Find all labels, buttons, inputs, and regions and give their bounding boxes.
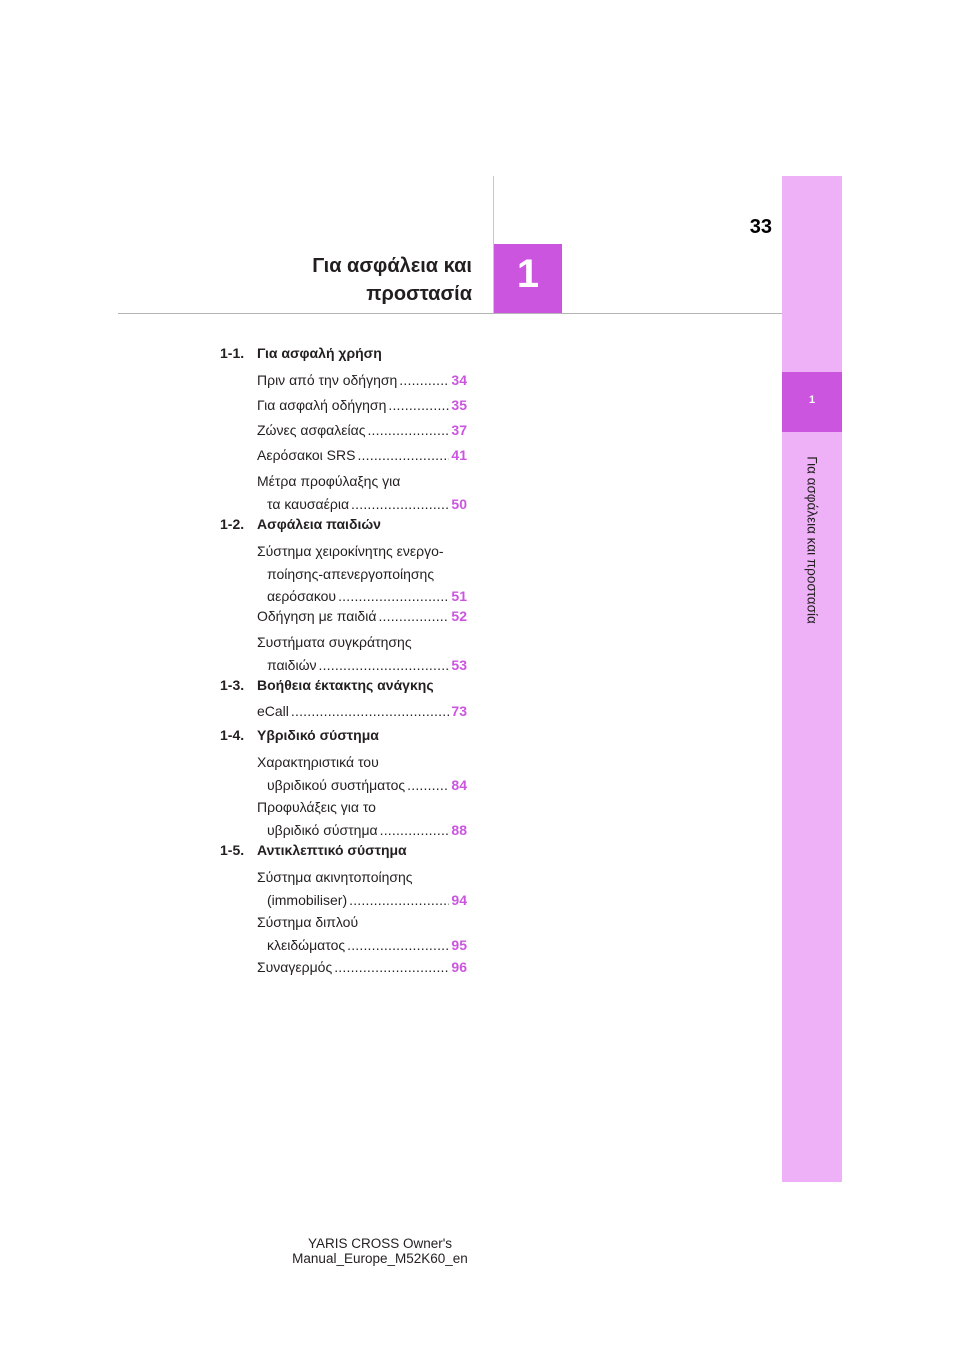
chapter-number: 1 xyxy=(516,252,540,296)
toc-entry-line: ποίησης-απενεργοποίησης xyxy=(267,565,435,582)
toc-entry[interactable] xyxy=(257,394,467,417)
toc-section-title: Υβριδικό σύστημα xyxy=(257,727,379,743)
toc-entry-leader-line xyxy=(257,394,467,417)
toc-entry-page-link[interactable]: 41 xyxy=(451,447,467,463)
toc-section-number: 1-3. xyxy=(220,677,245,693)
page-number: 33 xyxy=(749,216,772,238)
dot-leader xyxy=(388,394,449,417)
toc-entry-leader-line xyxy=(257,700,467,723)
toc-entry-page-link[interactable]: 94 xyxy=(451,891,467,908)
toc-entry-page-link[interactable]: 95 xyxy=(451,936,467,953)
toc-entry-title: τα καυσαέρια xyxy=(267,495,350,512)
toc-section-number: 1-4. xyxy=(220,727,245,743)
toc-entry-title: Πριν από την οδήγηση xyxy=(257,372,398,388)
toc-entry[interactable] xyxy=(257,956,467,979)
toc-entry[interactable] xyxy=(257,444,467,467)
toc-entry-leader-line xyxy=(257,889,467,912)
toc-entry-page-link[interactable]: 51 xyxy=(451,588,467,604)
toc-entry-leader-line xyxy=(257,444,467,467)
toc-entry-title: παιδιών xyxy=(267,656,317,673)
toc-entry-line: Προφυλάξεις για το xyxy=(257,799,376,815)
side-tab-number: 1 xyxy=(808,394,816,406)
toc-entry-page-link[interactable]: 34 xyxy=(451,372,467,388)
toc-section-number: 1-1. xyxy=(220,345,245,361)
header-horizontal-divider xyxy=(118,313,782,314)
toc-entry-title: Ζώνες ασφαλείας xyxy=(257,422,366,438)
toc-entry-leader-line xyxy=(257,819,467,842)
toc-entry-title: (immobiliser) xyxy=(267,891,348,908)
toc-entry-page-link[interactable]: 84 xyxy=(451,776,467,793)
toc-section-title: Αντικλεπτικό σύστημα xyxy=(257,842,407,858)
dot-leader xyxy=(334,956,449,979)
toc-entry[interactable] xyxy=(257,605,467,628)
toc-entry-leader-line xyxy=(257,956,467,979)
toc-entry-title: eCall xyxy=(257,703,289,719)
toc-entry-leader-line xyxy=(257,934,467,957)
toc-section-number: 1-5. xyxy=(220,842,245,858)
toc-entry-leader-line xyxy=(257,493,467,516)
toc-entry-page-link[interactable]: 88 xyxy=(451,821,467,838)
side-tab-strip xyxy=(782,176,842,1182)
toc-entry[interactable] xyxy=(257,419,467,442)
toc-entry-title: Αερόσακοι SRS xyxy=(257,447,356,463)
dot-leader xyxy=(380,819,450,842)
toc-entry[interactable] xyxy=(257,369,467,392)
toc-entry-leader-line xyxy=(257,774,467,797)
toc-entry-leader-line xyxy=(257,654,467,677)
toc-entry-page-link[interactable]: 52 xyxy=(451,608,467,624)
dot-leader xyxy=(407,774,449,797)
dot-leader xyxy=(367,419,449,442)
toc-entry-leader-line xyxy=(257,369,467,392)
toc-entry-leader-line xyxy=(257,419,467,442)
toc-entry-line: Χαρακτηριστικά του xyxy=(257,754,379,770)
toc-entry-page-link[interactable]: 50 xyxy=(451,495,467,512)
toc-entry-title: αερόσακου xyxy=(267,588,337,604)
toc-entry-line: Συστήματα συγκράτησης xyxy=(257,634,412,650)
side-tab-label: Για ασφάλεια και προστασία xyxy=(804,456,820,624)
footer-text: YARIS CROSS Owner's Manual_Europe_M52K60_en xyxy=(292,1236,468,1266)
dot-leader xyxy=(399,369,449,392)
toc-entry[interactable] xyxy=(257,700,467,723)
toc-entry-title: Για ασφαλή οδήγηση xyxy=(257,397,387,413)
toc-entry-line: Σύστημα ακινητοποίησης xyxy=(257,869,413,885)
toc-section-title: Για ασφαλή χρήση xyxy=(257,345,382,361)
toc-entry-title: Συναγερμός xyxy=(257,959,333,975)
dot-leader xyxy=(347,934,449,957)
dot-leader xyxy=(378,605,449,628)
toc-entry-title: υβριδικό σύστημα xyxy=(267,821,378,838)
toc-entry-title: κλειδώματος xyxy=(267,936,346,953)
toc-section-title: Βοήθεια έκτακτης ανάγκης xyxy=(257,677,434,693)
toc-entry-line: Σύστημα χειροκίνητης ενεργο- xyxy=(257,543,444,559)
toc-entry[interactable] xyxy=(257,751,467,796)
toc-entry-line: Σύστημα διπλού xyxy=(257,914,359,930)
chapter-title-line2: προστασία xyxy=(366,283,472,305)
toc-entry[interactable] xyxy=(257,796,467,841)
toc-entry[interactable] xyxy=(257,540,467,608)
dot-leader xyxy=(349,889,449,912)
toc-entry[interactable] xyxy=(257,470,467,515)
dot-leader xyxy=(357,444,449,467)
toc-entry[interactable] xyxy=(257,631,467,676)
toc-entry-page-link[interactable]: 35 xyxy=(451,397,467,413)
toc-entry-page-link[interactable]: 73 xyxy=(451,703,467,719)
toc-entry-line: Μέτρα προφύλαξης για xyxy=(257,473,401,489)
dot-leader xyxy=(351,493,449,516)
toc-entry-page-link[interactable]: 53 xyxy=(451,656,467,673)
toc-section-title: Ασφάλεια παιδιών xyxy=(257,516,381,532)
toc-entry-title: Οδήγηση με παιδιά xyxy=(257,608,377,624)
toc-entry-title: υβριδικού συστήματος xyxy=(267,776,406,793)
toc-entry[interactable] xyxy=(257,866,467,911)
toc-entry-page-link[interactable]: 96 xyxy=(451,959,467,975)
toc-section-number: 1-2. xyxy=(220,516,245,532)
dot-leader xyxy=(291,700,450,723)
toc-entry-page-link[interactable]: 37 xyxy=(451,422,467,438)
toc-entry-leader-line xyxy=(257,605,467,628)
dot-leader xyxy=(319,654,450,677)
toc-entry[interactable] xyxy=(257,911,467,956)
chapter-title-line1: Για ασφάλεια και xyxy=(312,255,472,277)
